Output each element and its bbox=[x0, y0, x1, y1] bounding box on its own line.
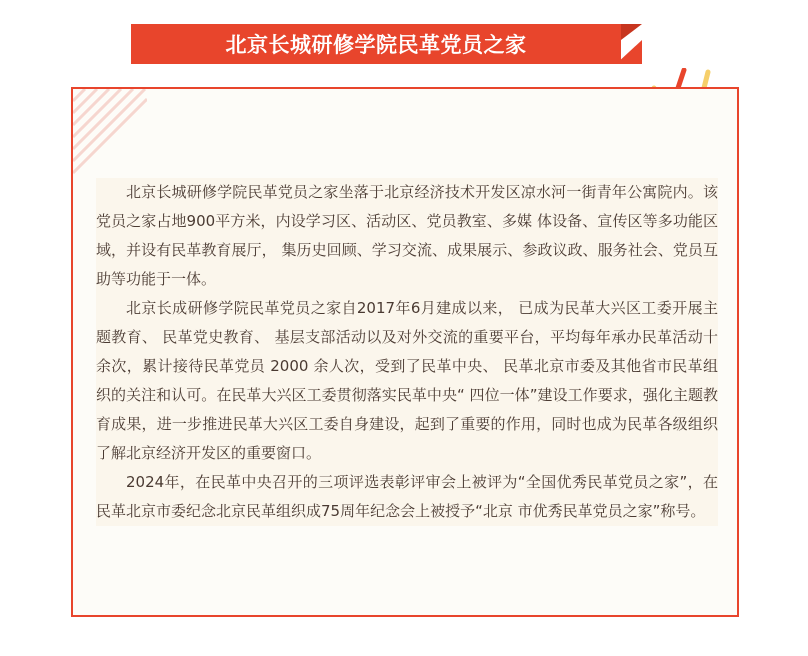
banner-fold bbox=[616, 40, 642, 64]
corner-stripes-decoration bbox=[73, 89, 147, 179]
slash-yellow-right bbox=[704, 72, 708, 88]
paragraph-awards: 2024年，在民革中央召开的三项评选表彰评审会上被评为“全国优秀民革党员之家”，在民革北京市委纪念北京民革组织成75周年纪念会上被授予“北京 市优秀民革党员之家”称号。 bbox=[96, 473, 718, 520]
title-banner bbox=[131, 24, 621, 64]
body-text bbox=[96, 178, 718, 526]
banner-fold-shadow bbox=[621, 24, 642, 40]
paragraph-history: 北京长成研修学院民革党员之家自2017年6月建成以来， 已成为民革大兴区工委开展主题教育、 民革党史教育、 基层支部活动以及对外交流的重要平台，平均每年承办民革活动十余次，累计接待民革党员 2000 余人次，受到了民革中央、 民革北京市委及其他省市民革组织的关注和认可。在民革大兴区工委贯彻落实民革中央“ 四位一体”建设工作要求，强化主题教育成果，进一步推进民革大兴区工委自身建设，起到了重要的作用，同时也成为民革各级组织了解北京经济开发区的重要窗口。 bbox=[96, 299, 718, 462]
paragraph-intro: 北京长城研修学院民革党员之家坐落于北京经济技术开发区凉水河一街青年公寓院内。该党员之家占地900平方米，内设学习区、活动区、党员教室、多媒 体设备、宣传区等多功能区域，并设有民革教育展厅， 集历史回顾、学习交流、成果展示、参政议政、服务社会、党员互助等功能于一体。 bbox=[96, 183, 718, 288]
page-title: 北京长城研修学院民革党员之家 bbox=[225, 33, 527, 57]
